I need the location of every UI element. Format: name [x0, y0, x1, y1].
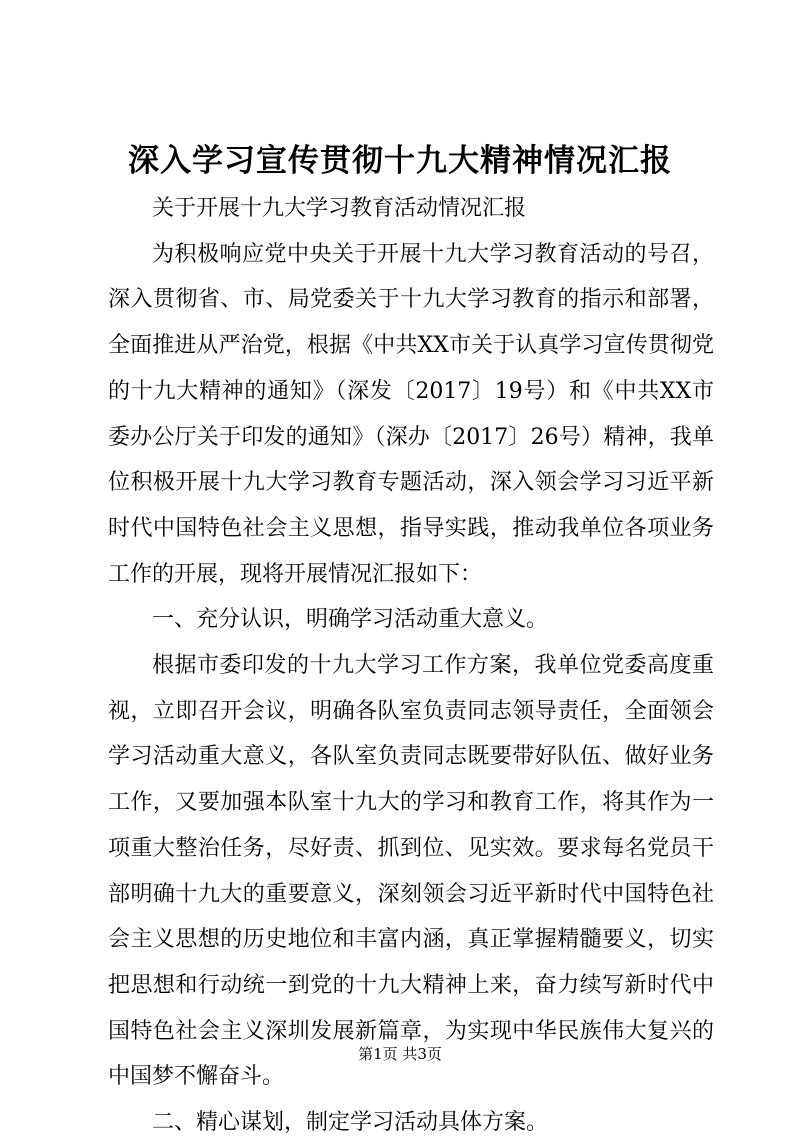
section-heading-1: 一、充分认识，明确学习活动重大意义。	[152, 607, 549, 633]
document-title: 深入学习宣传贯彻十九大精神情况汇报	[128, 143, 672, 179]
paragraph-intro: 为积极响应党中央关于开展十九大学习教育活动的号召，深入贯彻省、市、局党委关于十九大学习教育的指示和部署，全面推进从严治党，根据《中共XX市关于认真学习宣传贯彻党的十九大精神的通知》（深发〔2017〕19号）和《中共XX市委办公厅关于印发的通知》（深办〔2017〕26号）精神，我单位积极开展十九大学习教育专题活动，深入领会学习习近平新时代中国特色社会主义思想，指导实践，推动我单位各项业务工作的开展，现将开展情况汇报如下：	[108, 241, 714, 587]
paragraph-section-1: 根据市委印发的十九大学习工作方案，我单位党委高度重视，立即召开会议，明确各队室负责同志领导责任，全面领会学习活动重大意义，各队室负责同志既要带好队伍、做好业务工作，又要加强本队室十九大的学习和教育工作，将其作为一项重大整治任务，尽好责、抓到位、见实效。要求每名党员干部明确十九大的重要意义，深刻领会习近平新时代中国特色社会主义思想的历史地位和丰富内涵，真正掌握精髓要义，切实把思想和行动统一到党的十九大精神上来，奋力续写新时代中国特色社会主义深圳发展新篇章，为实现中华民族伟大复兴的中国梦不懈奋斗。	[108, 653, 714, 1090]
page-number-footer: 第1页 共3页	[358, 1045, 442, 1063]
paragraph-subtitle: 关于开展十九大学习教育活动情况汇报	[152, 196, 527, 221]
document-body	[108, 186, 714, 1146]
section-heading-2: 二、精心谋划，制定学习活动具体方案。	[152, 1110, 549, 1136]
